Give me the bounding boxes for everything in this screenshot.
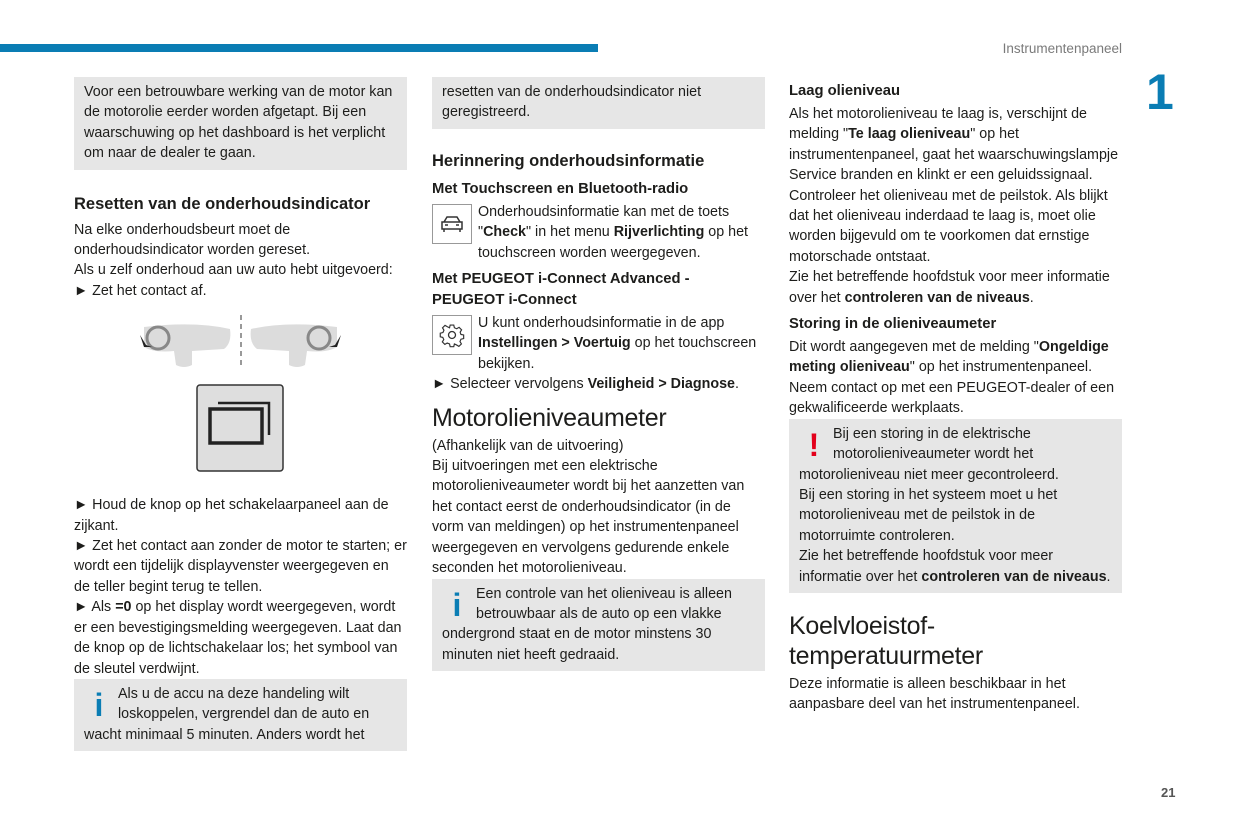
paragraph (799, 485, 1112, 546)
text-run: op het touchscreen bekijken. (478, 335, 757, 372)
paragraph (442, 584, 755, 666)
steering-panel-illustration (74, 307, 407, 487)
paragraph (432, 436, 765, 456)
bullet-step (432, 374, 765, 394)
text-run: Zet het contact aan zonder de motor te starten; er wordt een tijdelijk displayvenster weergegeven en de teller begint terug te tellen. (74, 538, 407, 595)
column-3 (789, 77, 1122, 715)
info-icon: i (452, 586, 462, 623)
paragraph (789, 337, 1122, 378)
paragraph (74, 260, 407, 280)
car-icon (432, 204, 472, 244)
info-note (432, 579, 765, 672)
column-1 (74, 77, 407, 765)
column-2 (432, 77, 765, 685)
text-run: U kunt onderhoudsinformatie in de app (478, 315, 725, 332)
text-run: Als (91, 599, 116, 616)
text-run: Bij een storing in de elektrische motorolieniveaumeter wordt het motorolieniveau niet meer gecontroleerd. (799, 425, 1059, 483)
bold-text: =0 (115, 599, 132, 616)
bullet-step (74, 536, 407, 597)
paragraph (74, 220, 407, 261)
text-run: Houd de knop op het schakelaarpaneel aan de zijkant. (74, 497, 389, 534)
text-run: Zet het contact af. (92, 282, 207, 299)
text-run: . (1029, 289, 1034, 306)
paragraph (432, 456, 765, 578)
paragraph (789, 378, 1122, 419)
paragraph (789, 186, 1122, 268)
bold-text: Rijverlichting (613, 224, 705, 241)
page-number: 21 (1161, 785, 1176, 800)
paragraph (799, 424, 1112, 485)
text-run: Selecteer vervolgens (450, 376, 588, 393)
subsection-title: Herinnering onderhoudsinformatie (432, 151, 705, 170)
bold-text: controleren van de niveaus (921, 568, 1107, 585)
paragraph (442, 82, 755, 123)
bold-text: Ongeldige meting olieniveau (789, 339, 1109, 376)
heading: Met PEUGEOT i-Connect Advanced - PEUGEOT i-Connect (432, 271, 690, 309)
section-header: Instrumentenpaneel (1002, 41, 1122, 56)
heading: Met Touchscreen en Bluetooth-radio (432, 180, 689, 197)
text-run: Als het motorolieniveau te laag is, verschijnt de melding " (789, 106, 1088, 143)
paragraph (789, 674, 1122, 715)
text-run: op het display wordt weergegeven, wordt er een bevestigingsmelding weergegeven. Laat dan de knop op de lichtschakelaar los; het symbool van de sleutel verdwijnt. (74, 599, 402, 677)
note-box (74, 77, 407, 170)
text-run: Onderhoudsinformatie kan met de toets " (478, 203, 730, 241)
text-run: Als u de accu na deze handeling wilt loskoppelen, vergrendel dan de auto en wacht minimaal 5 minuten. Anders wordt het (84, 685, 370, 743)
info-note (74, 679, 407, 751)
note-box (432, 77, 765, 129)
bold-text: controleren van de niveaus (844, 289, 1030, 306)
illustration-button-location (74, 307, 407, 487)
paragraph (84, 684, 397, 745)
text-run: Zie het betreffende hoofdstuk voor meer informatie over het (789, 269, 1110, 306)
text-run: Na elke onderhoudsbeurt moet de onderhoudsindicator worden gereset. (74, 221, 311, 259)
paragraph-with-icon (432, 202, 765, 263)
text-run: . (1106, 568, 1111, 585)
text-run: Bij een storing in het systeem moet u het motorolieniveau met de peilstok in de motorruimte controleren. (799, 486, 1058, 544)
heading: Laag olieniveau (789, 83, 901, 99)
paragraph (789, 267, 1122, 308)
text-run: Neem contact op met een PEUGEOT-dealer of een gekwalificeerde werkplaats. (789, 379, 1115, 417)
text-run: Zie het betreffende hoofdstuk voor meer informatie over het (799, 548, 1054, 585)
bullet-step (74, 495, 407, 536)
warning-note (789, 419, 1122, 593)
text-run: Deze informatie is alleen beschikbaar in het aanpasbare deel van het instrumentenpaneel. (789, 675, 1080, 713)
text-run: " in het menu (526, 224, 614, 241)
paragraph (84, 82, 397, 164)
warning-icon: ! (808, 426, 820, 463)
text-run: " op het instrumentenpaneel, gaat het waarschuwingslampje Service branden en klinkt er een geluidssignaal. (789, 126, 1119, 184)
bold-text: Check (483, 224, 526, 241)
section-title: Koelvloeistof-temperatuurmeter (789, 611, 983, 670)
text-run: Dit wordt aangegeven met de melding " (789, 339, 1039, 356)
bold-text: Te laag olieniveau (848, 126, 971, 143)
bold-text: Instellingen > Voertuig (478, 335, 631, 352)
chapter-number: 1 (1146, 64, 1174, 120)
text-run: (Afhankelijk van de uitvoering) (432, 437, 624, 454)
top-accent-bar (0, 44, 598, 52)
text-run: . (735, 376, 739, 393)
subsection-title: Resetten van de onderhoudsindicator (74, 194, 371, 213)
paragraph (799, 546, 1112, 587)
paragraph-with-icon (432, 313, 765, 374)
gear-icon (432, 315, 472, 355)
text-run: Een controle van het olieniveau is alleen betrouwbaar als de auto op een vlakke ondergrond staat en de motor minstens 30 minuten niet heeft gedraaid. (442, 585, 732, 663)
text-run: " op het instrumentenpaneel. (909, 359, 1093, 376)
text-run: op het touchscreen worden weergegeven. (478, 224, 749, 261)
text-run: Bij uitvoeringen met een elektrische motorolieniveaumeter wordt bij het aanzetten van het contact eerst de onderhoudsindicator (in de vorm van meldingen) op het instrumentenpaneel weergegeven en vervolgens gedurende enkele seconden het motorolieniveau. (432, 458, 745, 577)
text-run: Als u zelf onderhoud aan uw auto hebt uitgevoerd: (74, 262, 393, 279)
bullet-step (74, 281, 407, 301)
paragraph (789, 104, 1122, 186)
text-run: Controleer het olieniveau met de peilstok. Als blijkt dat het olieniveau inderdaad te laag is, moet olie worden bijgevuld om te voorkomen dat ernstige motorschade ontstaat. (789, 187, 1108, 265)
heading: Storing in de olieniveaumeter (789, 316, 997, 333)
bullet-step (74, 597, 407, 679)
text-run: Voor een betrouwbare werking van de motor kan de motorolie eerder worden afgetapt. Bij een waarschuwing op het dashboard is het verplicht om naar de dealer te gaan. (84, 84, 393, 162)
info-icon: i (94, 686, 104, 723)
text-run: resetten van de onderhoudsindicator niet geregistreerd. (442, 84, 702, 121)
section-title: Motorolieniveaumeter (432, 403, 667, 432)
bold-text: Veiligheid > Diagnose (587, 376, 735, 393)
